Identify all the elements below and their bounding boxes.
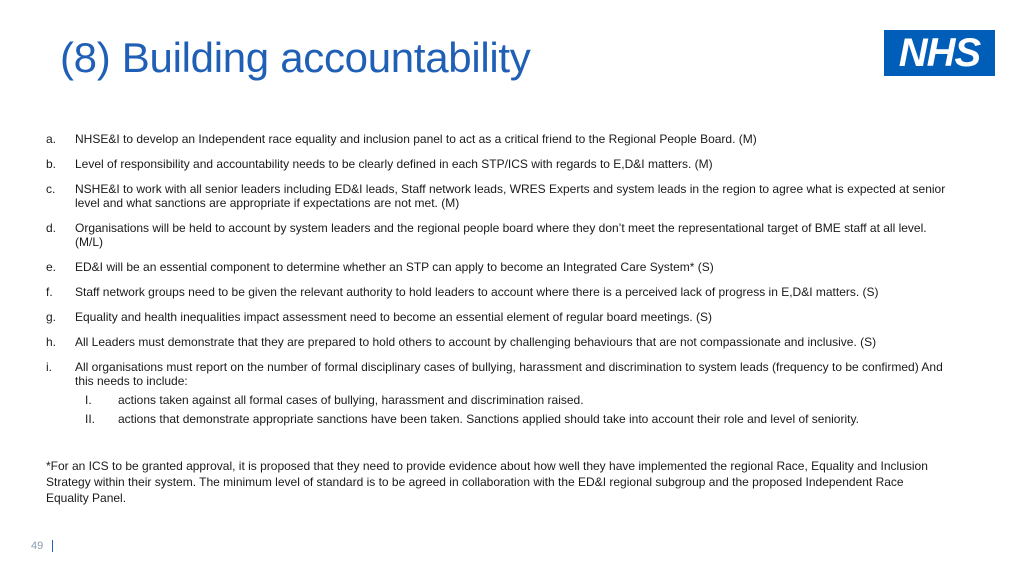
item-text: ED&I will be an essential component to determine whether an STP can apply to become an Integrated Care System* (S) <box>75 260 714 274</box>
list-item-b <box>46 157 956 171</box>
list-item-a <box>46 132 956 146</box>
item-text: Organisations will be held to account by system leaders and the regional people board where they don’t meet the representational target of BME staff at all level. (M/L) <box>75 221 927 249</box>
page-number-divider <box>52 540 53 552</box>
list-item-f <box>46 285 956 299</box>
item-label: c. <box>46 182 56 196</box>
item-text: All Leaders must demonstrate that they are prepared to hold others to account by challenging behaviours that are not compassionate and inclusive. (S) <box>75 335 877 349</box>
item-label: h. <box>46 335 57 349</box>
page-number-text: 49 <box>31 540 44 552</box>
item-label: i. <box>46 360 52 374</box>
list-item-d <box>46 221 956 249</box>
item-label: g. <box>46 310 57 324</box>
sub-item-label: II. <box>85 412 96 426</box>
item-label: f. <box>46 285 53 299</box>
sub-item-label: I. <box>85 393 92 407</box>
item-text: NHSE&I to develop an Independent race equality and inclusion panel to act as a critical friend to the Regional People Board. (M) <box>75 132 757 146</box>
list-item-g <box>46 310 956 324</box>
list-item-e <box>46 260 956 274</box>
nhs-logo <box>884 30 995 76</box>
list-item-h <box>46 335 956 349</box>
item-text: All organisations must report on the number of formal disciplinary cases of bullying, harassment and discrimination to system leads (frequency to be confirmed) And this needs to include: <box>75 360 943 388</box>
item-label: b. <box>46 157 57 171</box>
list-item-i <box>46 360 956 426</box>
list-item-c <box>46 182 956 210</box>
item-text: NSHE&I to work with all senior leaders including ED&I leads, Staff network leads, WRES Experts and system leads in the region to agree what is expected at senior level and what sanctions are appropriate if expectations are not met. (M) <box>75 182 946 210</box>
item-label: d. <box>46 221 57 235</box>
item-text: Staff network groups need to be given the relevant authority to hold leaders to account where there is a perceived lack of progress in E,D&I matters. (S) <box>75 285 879 299</box>
page-number <box>31 540 53 552</box>
item-text: Equality and health inequalities impact assessment need to become an essential element of regular board meetings. (S) <box>75 310 713 324</box>
item-text: Level of responsibility and accountability needs to be clearly defined in each STP/ICS with regards to E,D&I matters. (M) <box>75 157 713 171</box>
accountability-list <box>46 132 956 437</box>
sub-item-1 <box>75 393 956 407</box>
footnote: *For an ICS to be granted approval, it is proposed that they need to provide evidence about how well they have implemented the regional Race, Equality and Inclusion Strategy within their system. The minimum level of standard is to be agreed in collaboration with the ED&I regional subgroup and the proposed Independent Race Equality Panel. <box>46 459 928 505</box>
sub-item-text: actions that demonstrate appropriate sanctions have been taken. Sanctions applied should take into account their role and level of seniority. <box>118 412 859 426</box>
page-title: (8) Building accountability <box>60 34 531 81</box>
nhs-logo-text: NHS <box>898 30 981 75</box>
sub-item-2 <box>75 412 956 426</box>
item-label: a. <box>46 132 57 146</box>
item-label: e. <box>46 260 57 274</box>
sub-item-text: actions taken against all formal cases of bullying, harassment and discrimination raised. <box>118 393 584 407</box>
